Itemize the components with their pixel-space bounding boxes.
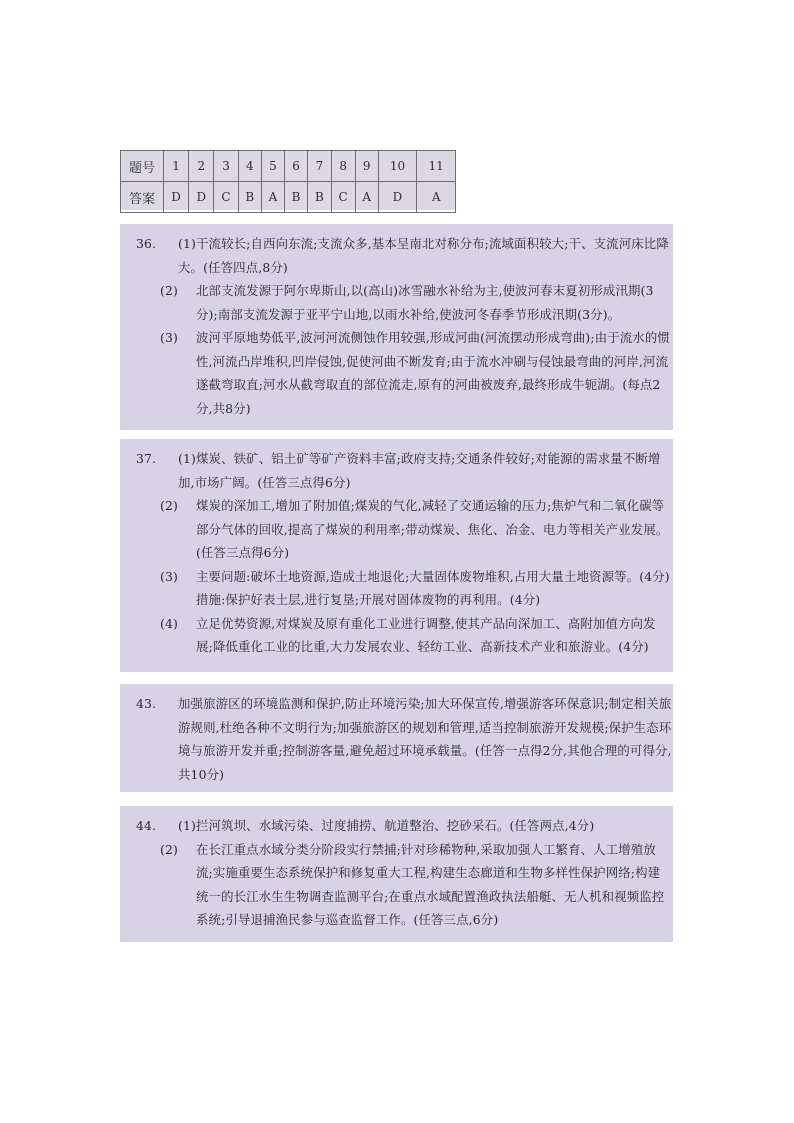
question-number: 37. [136,451,157,466]
question-number-cell: 8 [331,151,355,182]
question-36-part-1 [136,232,672,279]
answer-header: 答案 [121,182,164,213]
answer-cell: D [164,182,189,213]
part-text: 主要问题:破坏土地资源,造成土地退化;大量固体废物堆积,占用大量土地资源等。(4分)措施:保护好表土层,进行复垦;开展对固体废物的再利用。(4分) [196,568,670,607]
answer-panel-44 [120,806,673,942]
answer-cell: C [214,182,238,213]
question-number-cell: 7 [308,151,331,182]
part-label: (2) [160,283,179,298]
answer-cell: B [238,182,261,213]
answer-cell: D [189,182,214,213]
question-37-part-4 [136,612,672,659]
question-43 [136,692,672,786]
question-number-header: 题号 [121,151,164,182]
answer-panel-43 [120,684,673,792]
question-number-cell: 4 [238,151,261,182]
question-44-part-2 [136,838,672,932]
question-44 [136,814,672,932]
question-number-cell: 1 [164,151,189,182]
part-text: 煤炭的深加工,增加了附加值;煤炭的气化,减轻了交通运输的压力;焦炉气和二氧化碳等部分气体的回收,提高了煤炭的利用率;带动煤炭、焦化、冶金、电力等相关产业发展。(任答三点得6分) [196,498,669,560]
part-text: 在长江重点水域分类分阶段实行禁捕;针对珍稀物种,采取加强人工繁育、人工增殖放流;实施重要生态系统保护和修复重大工程,构建生态廊道和生物多样性保护网络;构建统一的长江水生生物调查监测平台;在重点水域配置渔政执法船艇、无人机和视频监控系统;引导退捕渔民参与巡查监督工作。(任答三点,6分) [196,841,665,927]
part-label: (1) [178,818,197,833]
question-37-part-3 [136,565,672,612]
question-number: 44. [136,818,157,833]
part-label: (1) [178,236,197,251]
question-number: 43. [136,696,157,711]
answer-panel-36 [120,224,673,430]
question-43-text [136,692,672,786]
answer-cell: B [284,182,307,213]
part-label: (3) [160,330,179,345]
question-number-cell: 9 [355,151,378,182]
part-label: (1) [178,451,197,466]
question-number-cell: 5 [261,151,284,182]
question-number-cell: 6 [284,151,307,182]
part-label: (4) [160,615,179,631]
part-label: (2) [160,841,179,857]
answer-cell: A [261,182,284,213]
answer-cell: B [308,182,331,213]
question-number-cell: 2 [189,151,214,182]
answer-panel-37 [120,439,673,672]
question-44-part-1 [136,814,672,838]
question-number-cell: 3 [214,151,238,182]
question-36-part-2 [136,279,672,326]
part-text: 干流较长;自西向东流;支流众多,基本呈南北对称分布;流域面积较大;干、支流河床比降大。(任答四点,8分) [178,236,669,275]
part-text: 煤炭、铁矿、铝土矿等矿产资料丰富;政府支持;交通条件较好;对能源的需求量不断增加,市场广阔。(任答三点得6分) [178,451,661,490]
answer-row [121,182,456,213]
part-label: (2) [160,498,179,513]
part-text: 拦河筑坝、水域污染、过度捕捞、航道整治、挖砂采石。(任答两点,4分) [196,818,595,833]
answer-cell: A [355,182,378,213]
question-number-cell: 10 [378,151,417,182]
question-number: 36. [136,236,157,251]
answer-cell: D [378,182,417,213]
question-36-part-3 [136,326,672,420]
part-text: 北部支流发源于阿尔卑斯山,以(高山)冰雪融水补给为主,使波河春末夏初形成汛期(3分);南部支流发源于亚平宁山地,以雨水补给,使波河冬春季节形成汛期(3分)。 [196,283,654,322]
question-37-part-1 [136,447,672,494]
question-number-row [121,151,456,182]
question-number-cell: 11 [417,151,456,182]
answer-text: 加强旅游区的环境监测和保护,防止环境污染;加大环保宣传,增强游客环保意识;制定相关旅游规则,杜绝各种不文明行为;加强旅游区的规划和管理,适当控制旅游开发规模;保护生态环境与旅游开发并重;控制游客量,避免超过环境承载量。(任答一点得2分,其他合理的可得分,共10分) [178,696,672,782]
question-37 [136,447,672,659]
question-37-part-2 [136,494,672,565]
answer-cell: C [331,182,355,213]
part-text: 波河平原地势低平,波河河流侧蚀作用较强,形成河曲(河流摆动形成弯曲);由于流水的惯性,河流凸岸堆积,凹岸侵蚀,促使河曲不断发育;由于流水冲刷与侵蚀最弯曲的河岸,河流遂截弯取直;河水从截弯取直的部位流走,原有的河曲被废弃,最终形成牛轭湖。(每点2分,共8分) [196,330,670,416]
part-label: (3) [160,568,179,584]
answer-cell: A [417,182,456,213]
answer-key-table [120,150,456,213]
part-text: 立足优势资源,对煤炭及原有重化工业进行调整,使其产品向深加工、高附加值方向发展;降低重化工业的比重,大力发展农业、轻纺工业、高新技术产业和旅游业。(4分) [196,615,656,654]
question-36 [136,232,672,420]
answer-table [120,150,456,210]
